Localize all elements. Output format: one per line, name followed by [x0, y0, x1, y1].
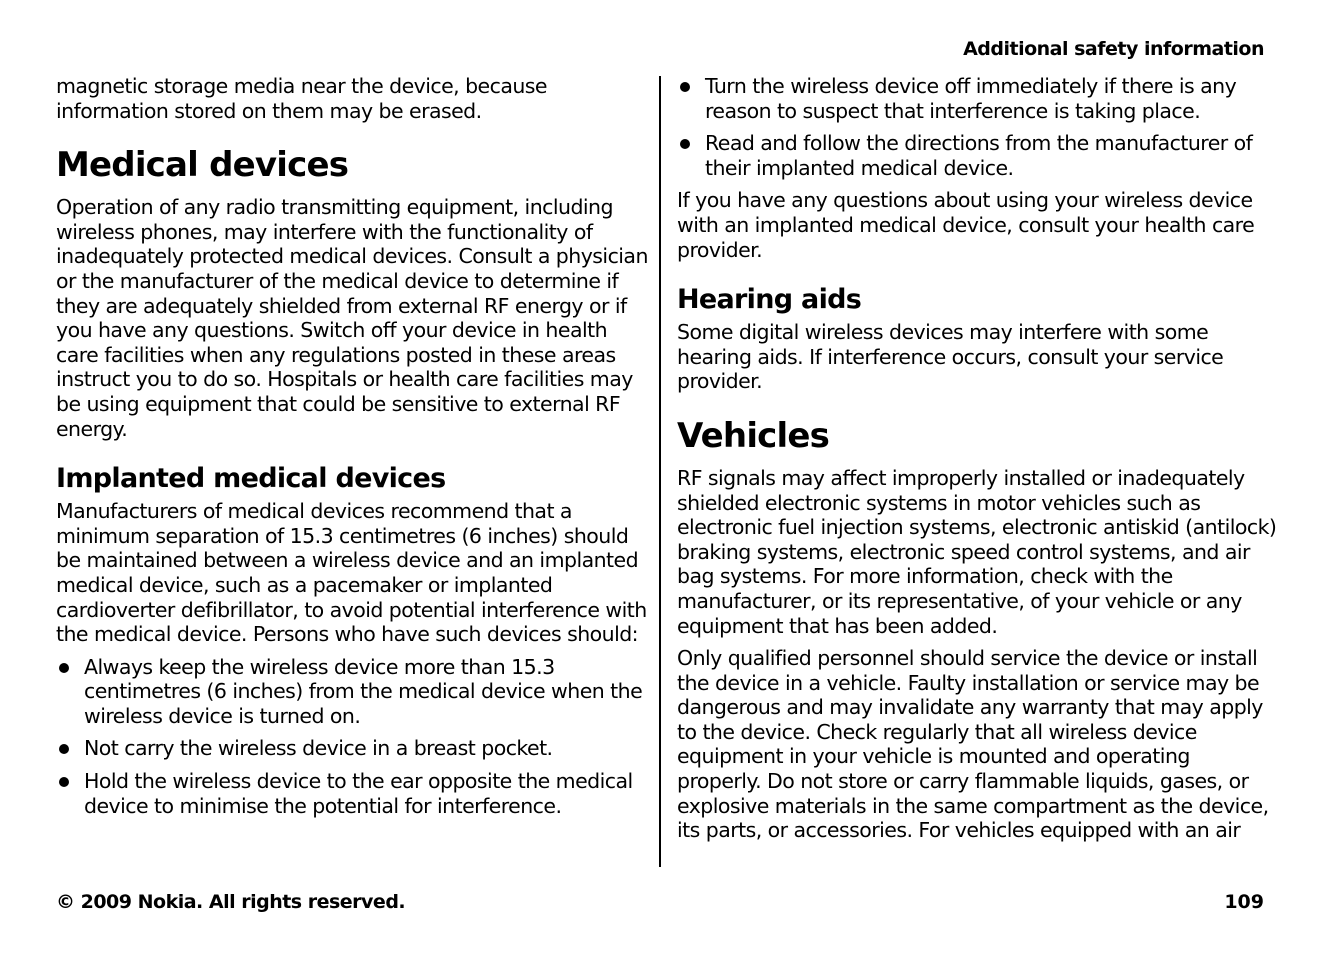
bullet-item: Not carry the wireless device in a breast pocket.: [56, 736, 648, 761]
heading-hearing-aids: Hearing aids: [677, 284, 862, 316]
bullet-item: Turn the wireless device off immediately if there is any reason to suspect that interference is taking place.: [677, 74, 1277, 123]
questions-paragraph: If you have any questions about using your wireless device with an implanted medical device, consult your health care provider.: [677, 188, 1255, 262]
heading-vehicles: Vehicles: [677, 415, 830, 456]
implanted-paragraph: Manufacturers of medical devices recommend that a minimum separation of 15.3 centimetres (6 inches) should be maintained between a wireless device and an implanted medical device, such as a pacemaker or implanted cardioverter defibrillator, to avoid potential interference with the medical device. Persons who have such devices should:: [56, 499, 647, 647]
left-column: [56, 74, 648, 826]
continued-bullet-list: [677, 74, 1277, 180]
heading-medical-devices: Medical devices: [56, 145, 349, 186]
vehicles-paragraph-1: RF signals may affect improperly installed or inadequately shielded electronic systems in motor vehicles such as electronic fuel injection systems, electronic antiskid (antilock) braking systems, electronic speed control systems, and air bag systems. For more information, check with the manufacturer, or its representative, of your vehicle or any equipment that has been added.: [677, 465, 1277, 638]
continued-paragraph: magnetic storage media near the device, because information stored on them may be erased.: [56, 74, 547, 123]
column-divider: [659, 76, 661, 867]
page-number: 109: [1224, 891, 1264, 913]
vehicles-paragraph-2: Only qualified personnel should service the device or install the device in a vehicle. Faulty installation or service may be dangerous and may invalidate any warranty that may apply to the device. Check regularly that all wireless device equipment in your vehicle is mounted and operating properly. Do not store or carry flammable liquids, gases, or explosive materials in the same compartment as the device, its parts, or accessories. For vehicles equipped with an air: [677, 646, 1269, 843]
copyright-notice: © 2009 Nokia. All rights reserved.: [56, 891, 406, 913]
implanted-bullet-list: [56, 655, 648, 819]
running-header: Additional safety information: [963, 38, 1264, 60]
bullet-item: Read and follow the directions from the manufacturer of their implanted medical device.: [677, 131, 1277, 180]
right-column: [677, 74, 1277, 851]
medical-devices-paragraph: Operation of any radio transmitting equipment, including wireless phones, may interfere with the functionality of inadequately protected medical devices. Consult a physician or the manufacturer of the medical device to determine if they are adequately shielded from external RF energy or if you have any questions. Switch off your device in health care facilities when any regulations posted in these areas instruct you to do so. Hospitals or health care facilities may be using equipment that could be sensitive to external RF energy.: [56, 195, 648, 441]
heading-implanted-medical-devices: Implanted medical devices: [56, 463, 446, 495]
bullet-item: Always keep the wireless device more than 15.3 centimetres (6 inches) from the medical device when the wireless device is turned on.: [56, 655, 648, 729]
hearing-aids-paragraph: Some digital wireless devices may interfere with some hearing aids. If interference occurs, consult your service provider.: [677, 320, 1224, 394]
bullet-item: Hold the wireless device to the ear opposite the medical device to minimise the potential for interference.: [56, 769, 648, 818]
